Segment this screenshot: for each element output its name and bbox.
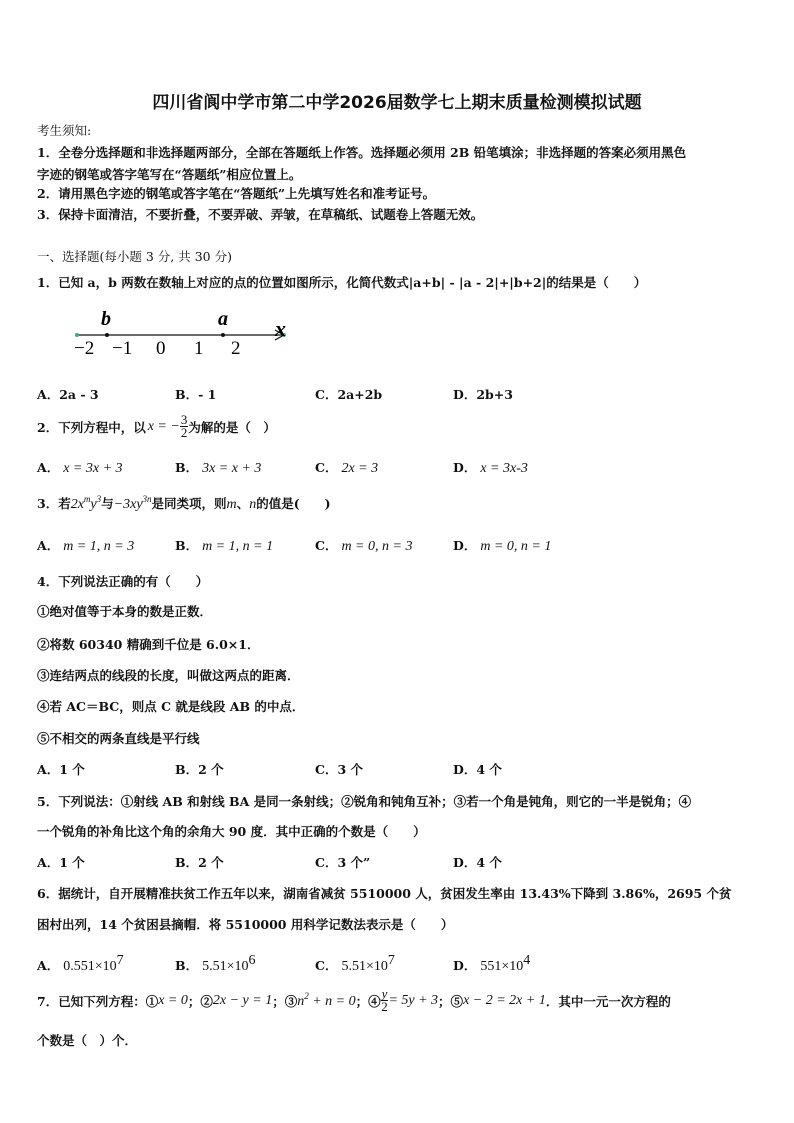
notice-item-3: 3．保持卡面清洁，不要折叠，不要弄破、弄皱，在草稿纸、试题卷上答题无效。 [37,207,484,222]
notice-item-1-line-1: 1．全卷分选择题和非选择题两部分，全部在答题纸上作答。选择题必须用 2B 铅笔填涂；非选择题的答案必须用黑色 [37,145,687,160]
point-b [105,333,109,337]
q3-option-a: A． m = 1, n = 3 [37,538,135,554]
q2-frac-den: 2 [180,425,188,440]
q7-stem-line-2: 个数是（ ）个． [37,1033,138,1048]
q2-stem-x: x = − [147,418,180,434]
q2-option-d: D． x = 3x-3 [453,460,528,476]
q4-option-b: B．2 个 [175,762,224,777]
tick-label: −2 [74,338,95,359]
q3-option-b: B． m = 1, n = 1 [175,538,274,554]
q5-option-a: A．1 个 [37,855,85,870]
q1-option-c: C．2a+2b [315,387,383,402]
q3-option-d: D． m = 0, n = 1 [453,538,552,554]
number-line-left-dot [75,333,79,337]
q6-stem-line-1: 6．据统计，自开展精准扶贫工作五年以来，湖南省减贫 5510000 人，贫困发生率由 13.43%下降到 3.86%，2695 个贫 [37,886,732,901]
label-x: x [275,316,286,341]
q3-stem: 3．若$2x^my^3$与$-3xy^{3n}$是同类项，则m、n的值是( ) [37,494,331,512]
q6-option-b: B． $5.51\times 10^6$ [175,953,256,974]
q5-option-b: B．2 个 [175,855,224,870]
q7-fraction: $\frac{y}{2}$ [381,986,388,1014]
q2-fraction [180,414,189,439]
q5-stem-line-2: 一个锐角的补角比这个角的余角大 90 度．其中正确的个数是（ ） [37,824,426,839]
q1-option-a: A．2a - 3 [37,387,99,402]
q1-option-b: B．- 1 [175,387,217,402]
q6-option-d: D． $551\times 10^4$ [453,953,531,974]
q4-statement-2: ②将数 60340 精确到千位是 6.0×1． [37,637,260,652]
q2-option-b: B． 3x = x + 3 [175,460,262,476]
q4-option-c: C．3 个 [315,762,363,777]
q4-option-a: A．1 个 [37,762,85,777]
q5-option-d: D．4 个 [453,855,502,870]
q4-statement-3: ③连结两点的线段的长度，叫做这两点的距离． [37,668,300,683]
notice-heading: 考生须知: [37,123,92,138]
q6-option-a: A． $0.551\times 10^7$ [37,953,124,974]
tick-label: 2 [231,338,241,359]
q5-stem-line-1: 5．下列说法：①射线 AB 和射线 BA 是同一条射线；②锐角和钝角互补；③若一个角是钝角，则它的一半是锐角；④ [37,794,692,809]
q2-frac-num: 3 [180,412,188,427]
q4-statement-4: ④若 AC＝BC，则点 C 就是线段 AB 的中点． [37,699,305,714]
q5-option-c: C．3 个” [315,855,371,870]
q4-stem: 4．下列说法正确的有（ ） [37,574,209,589]
q2-stem-post: 为解的是（ ） [188,419,276,435]
section-heading: 一、选择题(每小题 3 分, 共 30 分) [37,249,232,264]
q2-option-c: C． 2x = 3 [315,460,379,476]
q4-option-d: D．4 个 [453,762,502,777]
point-a [221,333,225,337]
label-a: a [218,308,228,330]
tick-label: 0 [156,338,166,359]
tick-label: 1 [194,338,204,359]
q2-stem-pre: 2．下列方程中，以 [37,419,146,435]
label-b: b [101,308,111,330]
tick-label: −1 [112,338,133,359]
q1-number-line [70,304,300,360]
q4-statement-1: ①绝对值等于本身的数是正数． [37,604,213,619]
notice-item-2: 2．请用黑色字迹的钢笔或答字笔在“答题纸”上先填写姓名和准考证号。 [37,186,436,201]
q4-statement-5: ⑤不相交的两条直线是平行线 [37,731,200,746]
q1-option-d: D．2b+3 [453,387,513,402]
q3-option-c: C． m = 0, n = 3 [315,538,413,554]
q2-option-a: A． x = 3x + 3 [37,460,123,476]
notice-item-1-line-2: 字迹的钢笔或答字笔写在“答题纸”相应位置上。 [37,167,302,182]
q7-stem-line-1: 7．已知下列方程：① x = 0 ；② 2x − y = 1 ；③ $n^2 + n = 0$ ；④ $\frac{y}{2}$ = 5y + 3 ；⑤ x − 2 = 2x + 1 ．其中一元一次方程的 [37,986,671,1014]
page-title: 四川省阆中学市第二中学2026届数学七上期末质量检测模拟试题 [152,93,642,113]
q6-stem-line-2: 困村出列，14 个贫困县摘帽．将 5510000 用科学记数法表示是（ ） [37,917,454,932]
q2-stem [37,414,276,439]
q6-option-c: C． $5.51\times 10^7$ [315,953,395,974]
q1-stem: 1．已知 a，b 两数在数轴上对应的点的位置如图所示，化简代数式|a+b| - |a - 2|+|b+2|的结果是（ ） [37,275,647,290]
